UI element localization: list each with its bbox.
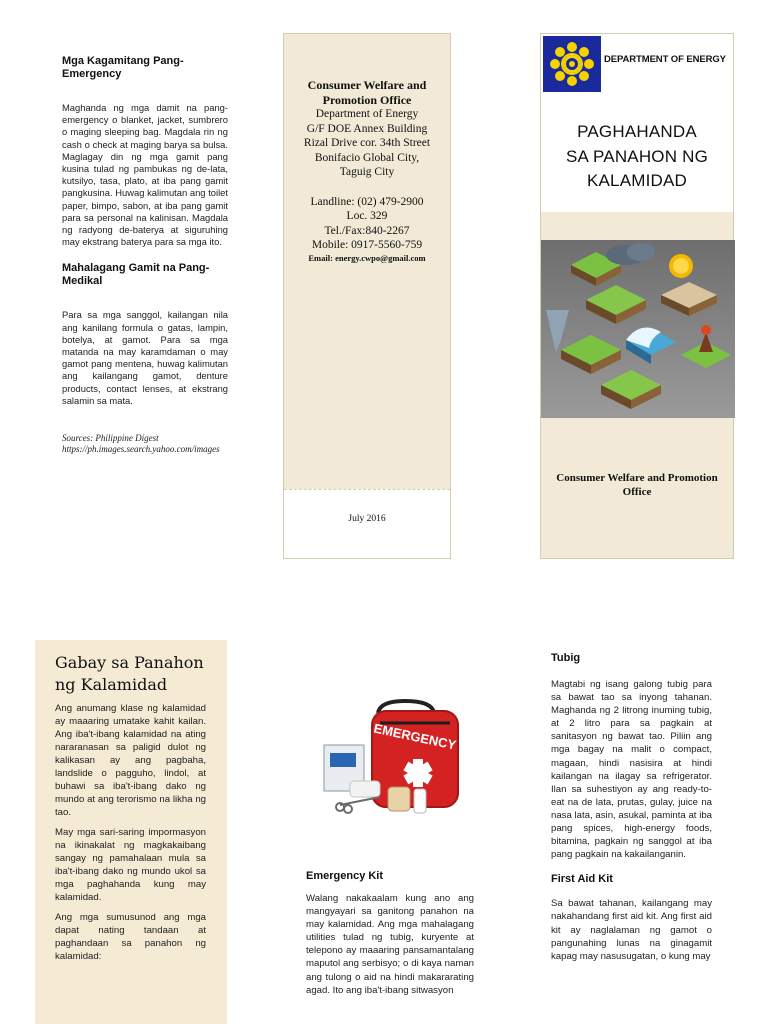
water-body: Magtabi ng isang galong tubig para sa bawat tao sa inyong tahanan. Maghanda ng 2 litrong inuming tubig, at 2 litro para sa pagkain at sanitasyon ng bawat tao. Piliin ang mga bagay na malit o compact, magaan, hindi nasisira at hindi kailangan na ilagay sa refrigerator. Ilan sa suhestiyon ay ang ready-to-eat na de lata, prutas, gulay, juice na nasa lata, asin, asukal, paminta at iba pang spices, high-energy foods, bitamina, pagkain ng sanggol at iba pang pagkain na kakailanganin. [551,679,712,861]
p1-left-column [62,55,228,455]
guide-paragraph: May mga sari-saring impormasyon na ikinakalat ng magkakaibang sangay ng pamahalaan mula sa iba't-ibang dako ng mundo ukol sa mga paghahanda kung may kalamidad. [55,827,206,903]
title-line: SA PANAHON NG [565,146,709,166]
emergency-kit-image [310,693,460,825]
address-line: Taguig City [339,166,395,178]
title-line: KALAMIDAD [586,171,688,190]
guide-paragraph: Ang anumang klase ng kalamidad ay maaaring umatake kahit kailan. Ang iba't-ibang kalamidad na ating nararanasan sa paligid dulot ng kalikasan ay ang pagbaha, landslide o pagguho, lindol, at buhawi sa iba't-ibang dako ng mundo at ang terorismo na likha ng tao. [55,703,206,818]
contact-block [292,78,442,264]
title-line: PAGHAHANDA [577,122,697,141]
guide-title: Gabay sa Panahon ng Kalamidad [55,653,204,694]
first-aid-title: First Aid Kit [551,873,613,886]
kit-bag-label: EMERGENCY [372,720,458,753]
contact-mobile: Mobile: 0917-5560-759 [311,239,423,251]
natural-hazards-illustration [541,240,735,418]
water-title: Tubig [551,652,581,664]
department-name: DEPARTMENT OF ENERGY [604,54,726,65]
address-line: Rizal Drive cor. 34th Street [303,137,431,149]
cover-office-name: Consumer Welfare and Promotion Office [556,472,718,498]
guide-paragraph: Ang mga sumusunod ang mga dapat nating tandaan at paghandaan sa panahon ng kalamidad: [55,912,206,962]
address-line: G/F DOE Annex Building [306,122,428,135]
contact-email[interactable]: Email: energy.cwpo@gmail.com [308,252,426,263]
section-title-medical-items: Mahalagang Gamit na Pang-Medikal [62,262,210,288]
guide-body [55,702,206,970]
emergency-kit-title: Emergency Kit [306,870,384,882]
brochure-title [541,120,733,194]
section-body-emergency-items: Maghanda ng mga damit na pang-emergency o blanket, jacket, sumbrero o maging sleeping bag. Magdala rin ng cash o check at maging barya sa bulsa. Maglagay din ng mga gamit pang kusina tulad ng pambukas ng de-lata, kutsilyo, tasa, plato, at iba pang gamit pangkusina. Huwag kalimutan ang toilet paper, bimpo, sabon, at iba pang gamit para sa personal na kalinisan. Magdala ng radyong de-baterya at siguruhing may ekstrang baterya para sa mga ito. [62,102,228,248]
sources-link[interactable]: https://ph.images.search.yahoo.com/images [62,444,220,455]
sources-label: Sources: Philippine Digest [62,433,159,444]
contact-telfax: Tel./Fax:840-2267 [324,224,410,237]
publication-date: July 2016 [348,514,386,524]
contact-panel [283,33,451,559]
guide-intro-panel [35,640,227,1024]
office-name: Consumer Welfare and Promotion Office [307,78,427,107]
supplies-column [551,652,712,963]
doe-logo [543,36,601,92]
emergency-kit-section [306,870,474,997]
address-line: Department of Energy [315,108,419,120]
emergency-kit-body: Walang nakakaalam kung ano ang mangyayari sa ganitong panahon na may kalamidad. Ang mga mahalagang utilities tulad ng tubig, kuryente at telepono ay maaaring pansamantalang maputol ang serbisyo; o di kaya naman ang tulong o aid na hindi makararating agad. Ito ang iba't-ibang sitwasyon [306,893,474,996]
contact-local: Loc. 329 [346,210,388,222]
section-title-emergency-items: Mga Kagamitang Pang-Emergency [62,55,184,80]
first-aid-body: Sa bawat tahanan, kailangang may nakahandang first aid kit. Ang first aid kit ay naglalaman ng gamot o pangunahing lunas na ginagamit kapag may nasusugatan, o kung may [551,898,712,962]
contact-landline: Landline: (02) 479-2900 [310,195,424,208]
section-body-medical-items: Para sa mga sanggol, kailangan nila ang kanilang formula o gatas, lampin, botelya, at gamot. Para sa mga matanda na may karamdaman o may gamot pang mentena, huwag kalimutan ang kailangang gamot, denture products, contact lenses, at ekstrang salamin sa mata. [62,309,228,406]
address-line: Bonifacio Global City, [314,151,420,164]
cover-panel [540,33,734,559]
sources-block [62,433,228,455]
